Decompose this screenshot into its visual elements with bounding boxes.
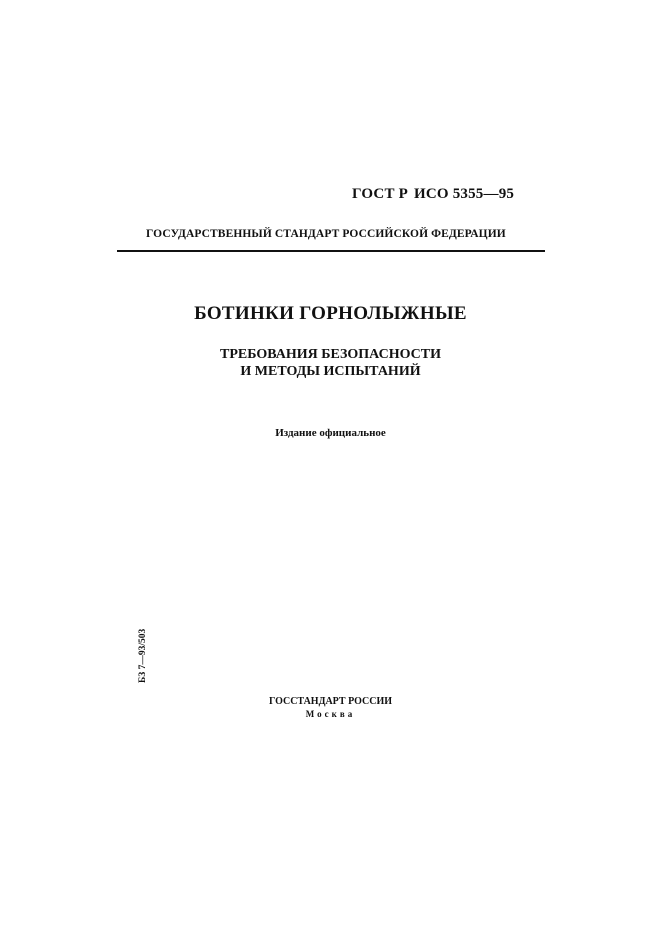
edition-label: Издание официальное — [275, 427, 386, 439]
subtitle-line-1: ТРЕБОВАНИЯ БЕЗОПАСНОСТИ — [220, 347, 441, 362]
document-title: БОТИНКИ ГОРНОЛЫЖНЫЕ — [194, 303, 467, 324]
iso-designation: ИСО 5355—95 — [413, 186, 515, 202]
publisher-name: ГОССТАНДАРТ РОССИИ — [268, 696, 393, 707]
gost-designation: ГОСТ Р — [352, 186, 408, 202]
state-standard-header: ГОСУДАРСТВЕННЫЙ СТАНДАРТ РОССИЙСКОЙ ФЕДЕРАЦИИ — [146, 228, 506, 240]
standard-number — [352, 186, 514, 203]
side-print-code: БЗ 7—93/503 — [138, 628, 148, 683]
publisher-block — [0, 695, 661, 721]
publisher-city: Москва — [305, 709, 356, 719]
subtitle-line-2: И МЕТОДЫ ИСПЫТАНИЙ — [240, 364, 421, 379]
document-subtitle — [0, 346, 661, 380]
header-divider — [117, 250, 545, 252]
